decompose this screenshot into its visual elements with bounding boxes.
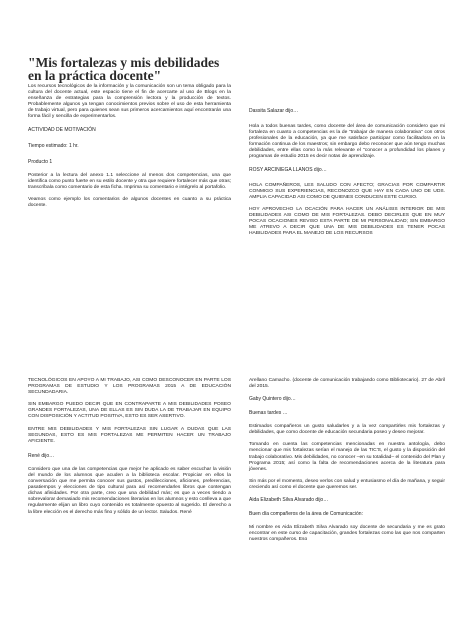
bottom-left-column [28,378,231,522]
document-title: "Mis fortalezas y mis debilidades en la práctica docente" [28,55,220,83]
comment-text: SIN EMBARGO PUEDO DECIR QUE EN CONTRAPARTE A MIS DEBILIDADES POSEO GRANDES FORTALEZAS, UNA DE ELLAS ES SIN DUDA LA DE TRABAJAR EN EQUIPO CON DISPOSICIÓN Y ACTITUD POSITIVA, ESTO ES SER ASERTIVO. [28,402,231,420]
comment-text: Mi nombre es Aida Elizabeth Silva Alvarado soy docente de secundaria y me es grato encontrar en este curso de capacitación, grandes fortalezas como las que nos comparten nuestros compañeros. Eso [249,525,445,543]
comment-author: Dassita Salazar dijo… [249,108,299,114]
comment-text: TECNOLÓGICOS EN APOYO A MI TRABAJO, ASI COMO DESCONOCER EN PARTE LOS PROGRAMAS DE ESTUDIO Y LOS PROGRAMAS 2015 A DE EDUCACIÓN SECUNDADARIA. [28,378,231,396]
comment-author: Gaby Quintero dijo… [249,396,296,403]
comment-text: Tomando en cuenta las competencias mencionadas en nuestra antología, debo mencionar que mis fortalezas serían el manejo de las TIC'S, el gusto y la disposición del trabajo colaborativo. Mis debilidades, no conocer –en su totalidad– el contenido del Plan y Programa 2015; así como la falta de recomendaciones acerca de la literatura para jóvenes. [249,442,445,472]
comment-author: René dijo… [28,452,55,459]
intro-paragraph: Los recursos tecnológicos de la información y la comunicación son un tema obligado para la cultura del docente actual, este espacio tiene el fin de acercarte al uso de Blogs en la enseñanza de estrategias para la comprensión lectora y la producción de textos. Probablemente algunos ya tengan conocimientos previos sobre el uso de esta herramienta de trabajo virtual, pero para quienes sean sus primeros acercamientos aquí encontrarán una forma fácil y sencilla de experimentarlos. [28,84,231,120]
example-paragraph: Veamos como ejemplo los comentarios de algunos docentes en cuanto a su práctica docente. [28,196,231,208]
comment-text: Estimados compañeros un gusto saludarles y a la vez compartirles mis fortalezas y debilidades, que como docente de educación secundaria poseo y deseo mejorar. [249,424,445,436]
comment-text: Arellano Camacho. (docente de comunicación trabajando como Bibliotecario). 27 de Abril del 2015. [249,378,445,390]
bottom-right-column [249,378,445,549]
comment-text: Sin más por el momento, deseo verlos con salud y entusiasmo el día de mañana, y seguir creciendo así como el docente que queremos ser. [249,478,445,490]
time-estimate: Tiempo estimado: 1 hr. [28,142,79,149]
comment-text: Considero que una de las competencias que mejor he aplicado es saber escuchar la visión del mundo de los alumnos que acuden a la biblioteca escolar. Propiciar en ellos la conversación que me permita conocer sus gustos, predilecciones, aficiones, preferencias, pasatiempos y elecciones de tipo cultural para así recomendarles libros que contengan dichas afinidades. Por otra parte, creo que una debilidad más; es que a veces tiendo a sobrevalorar demasiado mis recomendaciones literarias en los alumnos y esto conlleva a que regularmente elijan un libro cuyo contenido es totalmente opuesto al sugerido. El derecho a la libre elección es el derecho más fino y sólido de un lector. Saludos. René [28,466,231,515]
product-label: Producto 1 [28,158,53,165]
top-left-column [28,56,231,215]
comment-text: HOY APROVECHO LA OCACIÓN PARA HACER UN ANÁLISIS INTERIOR DE MIS DEBILIDADES ASI COMO DE MIS FORTALEZAS. DEBO DECIRLES QUE EN MUY POCAS OCACIONES REVISO ESTA PARTE DE MI PERSONALIDAD; SIN EMBARGO ME ATREVO A DECIR QUE UNA DE MIS DEBILIDADES ES TENER POCAS HABILIDADES PARA EL MANEJO DE LOS RECURSOS [249,206,445,237]
comment-text: HOLA COMPAÑEROS, LES SALUDO CON AFECTO; GRACIAS POR COMPARTIR CONMIGO SUS EXPERIENCIAS, RECONOZCO QUE HAY EN CADA UNO DE UDS. AMPLIA CAPACIDAD ASI COMO DE QUIENES CONDUCEN ESTE CURSO. [249,182,445,200]
comment-author: Aida Elizabeth Silva Alvarado dijo… [249,497,329,504]
comment-text: Hola a todos buenas tardes, como docente del área de comunicación considero que mi fortaleza en cuanto a competencias es la de "trabajar de manera colaborativa" con otros profesionales de la educación, ya que me satisface participar como facilitadora en la formación continua de los maestros; sin embargo debo reconocer que aún tengo muchas debilidades, entre ellas como la más relevante el "conocer a profundidad los planes y programas de estudio 2015 es decir notas de aprendizaje. [249,124,445,160]
activity-heading: ACTIVIDAD DE MOTIVACIÓN [28,126,96,133]
comment-author: ROSY ARCINIEGA LLANOS dijo… [249,166,327,173]
comment-greeting: Buenas tardes … [249,410,288,417]
instructions-paragraph: Posterior a la lectura del anexo 1.1 seleccione al menos dos competencias, una que identifica como punto fuerte en su estilo docente y otra que requiere fortalecer más que otras; transcríbala como comentario de esta ficha. Imprima su comentario e intégrelo al portafolio. [28,172,231,190]
top-right-column [249,108,445,243]
comment-text: ENTRE MIS DEBILIDADES Y MIS FORTALEZAS SIN LUGAR A DUDAS QUE LAS SEGUNDAS, ESTO ES MIS FORTALEZAS ME PERMITEN HACER UN TRABAJO AFICIENTE. [28,426,231,444]
comment-greeting: Buen día compañeros de la área de Comunicación: [249,511,363,518]
